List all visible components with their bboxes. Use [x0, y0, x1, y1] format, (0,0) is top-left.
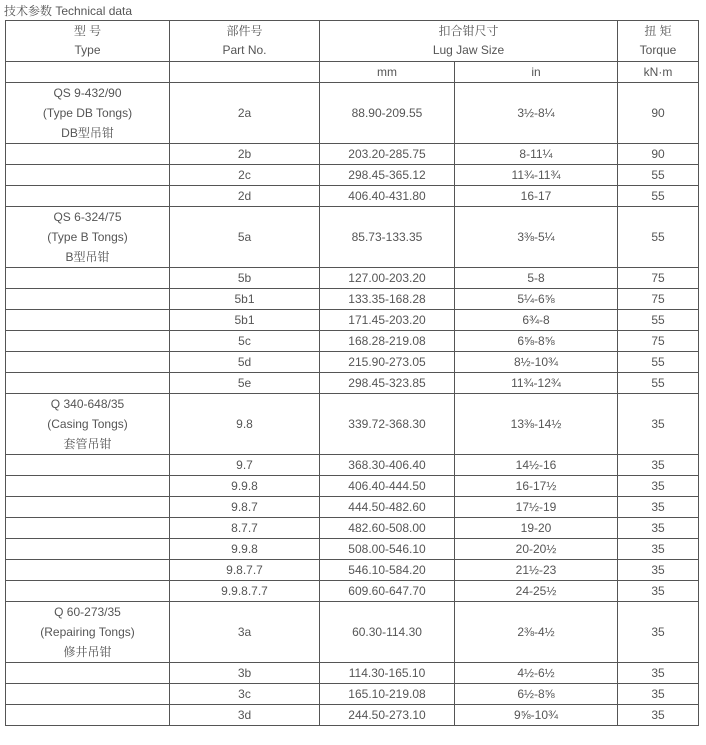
- size-in-cell: 3⅜-5¼: [455, 207, 618, 268]
- header-type: [6, 21, 170, 62]
- size-mm-cell: 168.28-219.08: [320, 331, 455, 352]
- part-no-cell: 9.8.7: [170, 497, 320, 518]
- size-in-cell: 24-25½: [455, 581, 618, 602]
- size-mm-cell: 133.35-168.28: [320, 289, 455, 310]
- header-size-cn: 扣合钳尺寸: [438, 24, 499, 38]
- type-cell-empty: [6, 560, 170, 581]
- type-cell-empty: [6, 331, 170, 352]
- size-in-cell: 2⅜-4½: [455, 602, 618, 663]
- type-line: (Repairing Tongs): [40, 625, 135, 639]
- torque-cell: 55: [618, 352, 699, 373]
- size-in-cell: 16-17: [455, 186, 618, 207]
- type-cell-empty: [6, 705, 170, 726]
- size-mm-cell: 215.90-273.05: [320, 352, 455, 373]
- table-row: [6, 476, 699, 497]
- part-no-cell: 5b: [170, 268, 320, 289]
- table-row: [6, 497, 699, 518]
- size-in-cell: 20-20½: [455, 539, 618, 560]
- table-row: [6, 663, 699, 684]
- part-no-cell: 9.9.8: [170, 476, 320, 497]
- part-no-cell: 3a: [170, 602, 320, 663]
- type-cell-empty: [6, 165, 170, 186]
- header-torque: [618, 21, 699, 62]
- table-row: [6, 268, 699, 289]
- torque-cell: 35: [618, 394, 699, 455]
- unit-torque: kN·m: [618, 62, 699, 83]
- size-in-cell: 6½-8⅝: [455, 684, 618, 705]
- size-mm-cell: 609.60-647.70: [320, 581, 455, 602]
- size-in-cell: 5¼-6⅝: [455, 289, 618, 310]
- torque-cell: 35: [618, 560, 699, 581]
- table-row: [6, 83, 699, 144]
- table-row: [6, 602, 699, 663]
- size-mm-cell: 244.50-273.10: [320, 705, 455, 726]
- size-mm-cell: 85.73-133.35: [320, 207, 455, 268]
- size-in-cell: 4½-6½: [455, 663, 618, 684]
- torque-cell: 55: [618, 373, 699, 394]
- type-cell-empty: [6, 455, 170, 476]
- table-body: [6, 21, 699, 726]
- type-cell-empty: [6, 476, 170, 497]
- size-in-cell: 3½-8¼: [455, 83, 618, 144]
- header-torque-cn: 扭 矩: [644, 24, 672, 38]
- table-row: [6, 352, 699, 373]
- header-row: [6, 21, 699, 62]
- type-cell-empty: [6, 144, 170, 165]
- header-type-en: Type: [74, 43, 101, 57]
- type-cell: [6, 602, 170, 663]
- type-cell-empty: [6, 539, 170, 560]
- table-row: [6, 144, 699, 165]
- unit-mm: mm: [320, 62, 455, 83]
- unit-type-empty: [6, 62, 170, 83]
- type-cell-empty: [6, 497, 170, 518]
- header-part-en: Part No.: [222, 43, 267, 57]
- size-mm-cell: 406.40-444.50: [320, 476, 455, 497]
- size-mm-cell: 88.90-209.55: [320, 83, 455, 144]
- size-in-cell: 8½-10¾: [455, 352, 618, 373]
- torque-cell: 35: [618, 663, 699, 684]
- part-no-cell: 9.8: [170, 394, 320, 455]
- type-line: 修井吊钳: [63, 645, 112, 659]
- table-row: [6, 518, 699, 539]
- part-no-cell: 5b1: [170, 289, 320, 310]
- type-line: 套管吊钳: [63, 437, 112, 451]
- type-line: DB型吊钳: [61, 126, 114, 140]
- header-lug-jaw-size: [320, 21, 618, 62]
- type-line: B型吊钳: [65, 250, 110, 264]
- size-mm-cell: 298.45-323.85: [320, 373, 455, 394]
- size-in-cell: 8-11¼: [455, 144, 618, 165]
- header-type-cn: 型 号: [73, 24, 102, 38]
- table-caption: 技术参数 Technical data: [4, 4, 133, 18]
- table-row: [6, 394, 699, 455]
- torque-cell: 35: [618, 602, 699, 663]
- torque-cell: 35: [618, 497, 699, 518]
- torque-cell: 35: [618, 539, 699, 560]
- size-mm-cell: 546.10-584.20: [320, 560, 455, 581]
- type-cell-empty: [6, 352, 170, 373]
- torque-cell: 90: [618, 83, 699, 144]
- torque-cell: 75: [618, 289, 699, 310]
- torque-cell: 55: [618, 165, 699, 186]
- table-row: [6, 310, 699, 331]
- table-row: [6, 165, 699, 186]
- size-mm-cell: 60.30-114.30: [320, 602, 455, 663]
- type-line: (Type DB Tongs): [42, 106, 133, 120]
- torque-cell: 55: [618, 207, 699, 268]
- size-mm-cell: 444.50-482.60: [320, 497, 455, 518]
- type-cell: [6, 207, 170, 268]
- size-in-cell: 17½-19: [455, 497, 618, 518]
- table-row: [6, 331, 699, 352]
- type-cell-empty: [6, 373, 170, 394]
- size-in-cell: 9⅝-10¾: [455, 705, 618, 726]
- size-in-cell: 11¾-12¾: [455, 373, 618, 394]
- size-mm-cell: 339.72-368.30: [320, 394, 455, 455]
- table-row: [6, 581, 699, 602]
- type-cell-empty: [6, 186, 170, 207]
- torque-cell: 55: [618, 310, 699, 331]
- unit-part-empty: [170, 62, 320, 83]
- size-mm-cell: 114.30-165.10: [320, 663, 455, 684]
- table-row: [6, 289, 699, 310]
- type-line: Q 60-273/35: [54, 605, 121, 619]
- table-row: [6, 560, 699, 581]
- torque-cell: 35: [618, 705, 699, 726]
- torque-cell: 35: [618, 476, 699, 497]
- type-cell-empty: [6, 581, 170, 602]
- part-no-cell: 2c: [170, 165, 320, 186]
- part-no-cell: 2d: [170, 186, 320, 207]
- table-row: [6, 455, 699, 476]
- part-no-cell: 5c: [170, 331, 320, 352]
- unit-row: [6, 62, 699, 83]
- part-no-cell: 9.9.8.7.7: [170, 581, 320, 602]
- part-no-cell: 3d: [170, 705, 320, 726]
- part-no-cell: 5b1: [170, 310, 320, 331]
- part-no-cell: 3b: [170, 663, 320, 684]
- size-in-cell: 16-17½: [455, 476, 618, 497]
- size-in-cell: 5-8: [455, 268, 618, 289]
- type-cell-empty: [6, 518, 170, 539]
- part-no-cell: 2a: [170, 83, 320, 144]
- size-mm-cell: 127.00-203.20: [320, 268, 455, 289]
- size-mm-cell: 171.45-203.20: [320, 310, 455, 331]
- torque-cell: 90: [618, 144, 699, 165]
- header-torque-en: Torque: [639, 43, 677, 57]
- part-no-cell: 3c: [170, 684, 320, 705]
- torque-cell: 35: [618, 455, 699, 476]
- part-no-cell: 2b: [170, 144, 320, 165]
- size-in-cell: 14½-16: [455, 455, 618, 476]
- size-mm-cell: 165.10-219.08: [320, 684, 455, 705]
- size-in-cell: 21½-23: [455, 560, 618, 581]
- size-mm-cell: 482.60-508.00: [320, 518, 455, 539]
- type-cell-empty: [6, 310, 170, 331]
- header-part-no: [170, 21, 320, 62]
- part-no-cell: 5a: [170, 207, 320, 268]
- torque-cell: 75: [618, 331, 699, 352]
- type-cell-empty: [6, 663, 170, 684]
- type-cell-empty: [6, 268, 170, 289]
- header-size-en: Lug Jaw Size: [432, 43, 505, 57]
- header-part-cn: 部件号: [226, 24, 263, 38]
- size-mm-cell: 406.40-431.80: [320, 186, 455, 207]
- type-line: (Type B Tongs): [47, 230, 128, 244]
- size-mm-cell: 298.45-365.12: [320, 165, 455, 186]
- table-row: [6, 373, 699, 394]
- size-mm-cell: 508.00-546.10: [320, 539, 455, 560]
- torque-cell: 35: [618, 581, 699, 602]
- type-line: QS 6-324/75: [53, 210, 122, 224]
- table-row: [6, 539, 699, 560]
- part-no-cell: 5d: [170, 352, 320, 373]
- size-in-cell: 6¾-8: [455, 310, 618, 331]
- part-no-cell: 9.8.7.7: [170, 560, 320, 581]
- type-line: Q 340-648/35: [50, 397, 125, 411]
- torque-cell: 55: [618, 186, 699, 207]
- table-row: [6, 186, 699, 207]
- table-row: [6, 684, 699, 705]
- unit-in: in: [455, 62, 618, 83]
- type-cell: [6, 83, 170, 144]
- size-in-cell: 11¾-11¾: [455, 165, 618, 186]
- table-row: [6, 705, 699, 726]
- type-cell: [6, 394, 170, 455]
- size-mm-cell: 368.30-406.40: [320, 455, 455, 476]
- part-no-cell: 9.7: [170, 455, 320, 476]
- part-no-cell: 8.7.7: [170, 518, 320, 539]
- size-in-cell: 6⅝-8⅝: [455, 331, 618, 352]
- type-cell-empty: [6, 684, 170, 705]
- technical-data-table: [5, 20, 699, 726]
- type-line: (Casing Tongs): [47, 417, 128, 431]
- torque-cell: 35: [618, 684, 699, 705]
- torque-cell: 35: [618, 518, 699, 539]
- type-cell-empty: [6, 289, 170, 310]
- size-mm-cell: 203.20-285.75: [320, 144, 455, 165]
- table-row: [6, 207, 699, 268]
- size-in-cell: 19-20: [455, 518, 618, 539]
- torque-cell: 75: [618, 268, 699, 289]
- part-no-cell: 9.9.8: [170, 539, 320, 560]
- type-line: QS 9-432/90: [53, 86, 122, 100]
- size-in-cell: 13⅜-14½: [455, 394, 618, 455]
- part-no-cell: 5e: [170, 373, 320, 394]
